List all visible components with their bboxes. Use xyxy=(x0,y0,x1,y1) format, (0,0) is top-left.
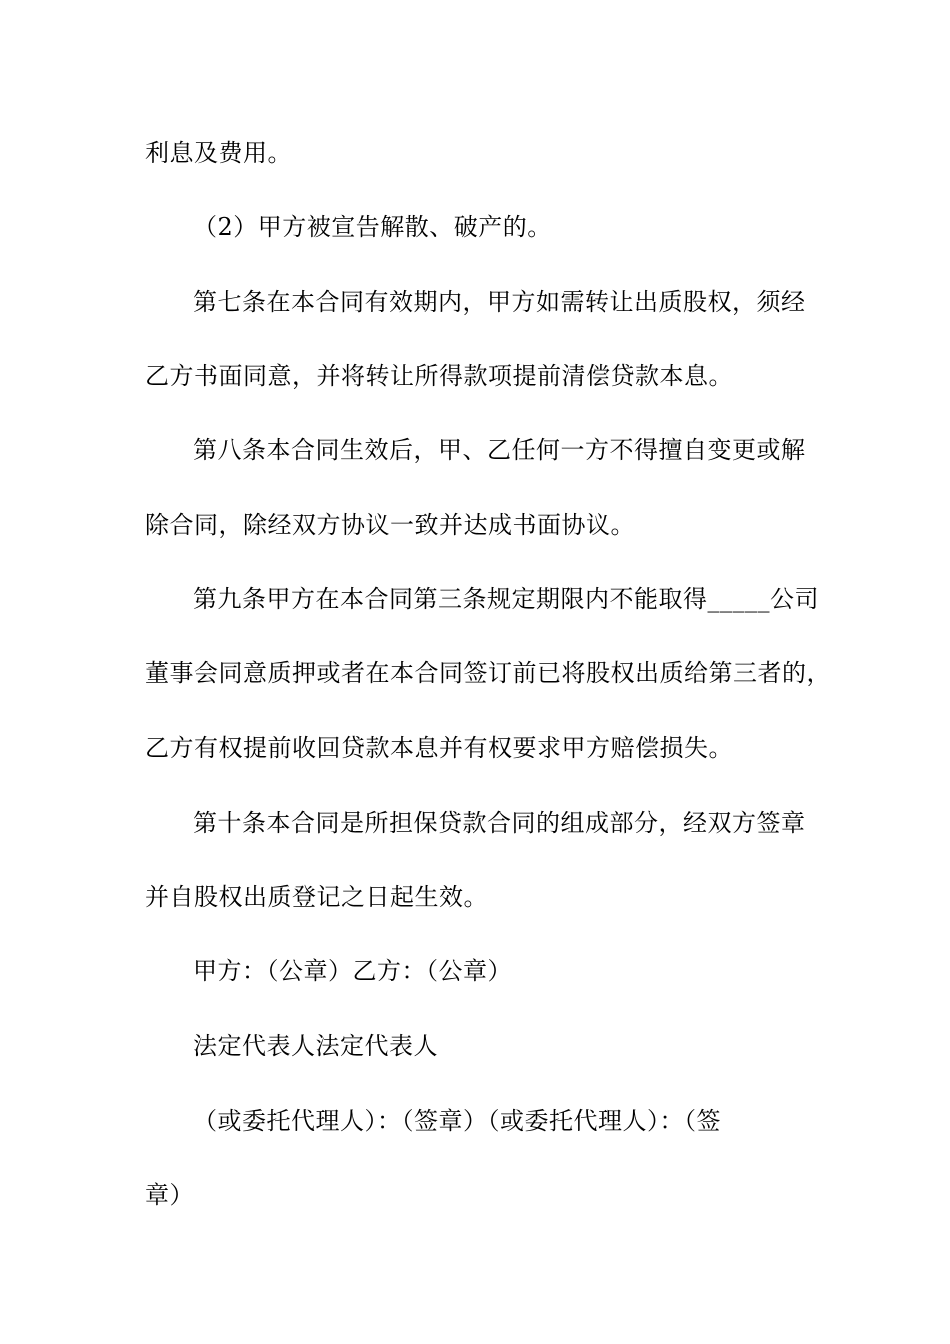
article-7-line-1: 第七条在本合同有效期内，甲方如需转让出质股权，须经 xyxy=(193,288,806,316)
article-8-line-2: 除合同，除经双方协议一致并达成书面协议。 xyxy=(145,511,635,539)
article-9-line-1: 第九条甲方在本合同第三条规定期限内不能取得_____公司 xyxy=(193,585,819,613)
article-10-line-2: 并自股权出质登记之日起生效。 xyxy=(145,883,488,911)
paragraph-line: 利息及费用。 xyxy=(145,139,292,167)
article-9-line-2: 董事会同意质押或者在本合同签订前已将股权出质给第三者的， xyxy=(145,659,831,687)
legal-representative-line: 法定代表人法定代表人 xyxy=(193,1032,438,1060)
party-seal-line: 甲方：（公章）乙方：（公章） xyxy=(193,957,512,985)
authorized-agent-line: （或委托代理人）：（签章）（或委托代理人）：（签 xyxy=(193,1107,721,1135)
signature-continuation-line: 章） xyxy=(145,1181,194,1209)
article-9-line-3: 乙方有权提前收回贷款本息并有权要求甲方赔偿损失。 xyxy=(145,734,733,762)
clause-item-2: （2）甲方被宣告解散、破产的。 xyxy=(193,213,552,241)
article-7-line-2: 乙方书面同意，并将转让所得款项提前清偿贷款本息。 xyxy=(145,362,733,390)
article-10-line-1: 第十条本合同是所担保贷款合同的组成部分，经双方签章 xyxy=(193,809,806,837)
article-8-line-1: 第八条本合同生效后，甲、乙任何一方不得擅自变更或解 xyxy=(193,436,806,464)
